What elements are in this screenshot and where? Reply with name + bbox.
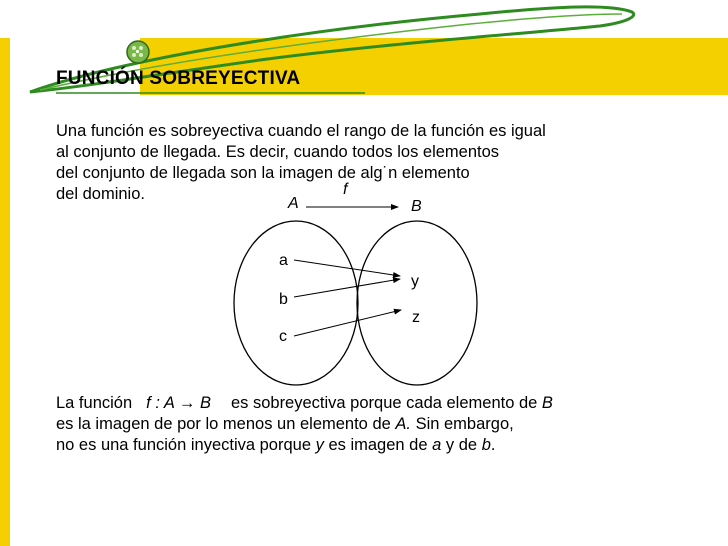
function-label: f	[343, 181, 348, 198]
explanation-text-segment: La función	[56, 394, 133, 412]
definition-line-4: del dominio.	[56, 185, 145, 203]
explanation-text-segment: no es una función inyectiva porque	[56, 436, 312, 454]
definition-line-1: Una función es sobreyectiva cuando el rango de la función es igual	[56, 122, 546, 140]
explanation-line-3	[56, 435, 553, 456]
slide-title: FUNCIÓN SOBREYECTIVA	[56, 68, 301, 89]
variable-y: y	[315, 436, 324, 454]
explanation-text	[56, 393, 553, 456]
definition-line-2: al conjunto de llegada. Es decir, cuando todos los elementos	[56, 143, 500, 161]
explanation-text-segment: Sin embargo,	[415, 415, 514, 433]
mapping-arrow-c-z	[294, 310, 401, 336]
element-a: a	[279, 252, 288, 269]
set-a-ellipse	[234, 221, 358, 385]
explanation-line-1	[56, 393, 553, 414]
domain-label: A	[288, 195, 299, 212]
variable-b-lower: b	[481, 436, 491, 454]
variable-a-lower: a	[432, 436, 442, 454]
explanation-text-segment: y de	[445, 436, 478, 454]
element-c: c	[279, 328, 287, 345]
mapping-arrow-a-y	[294, 260, 400, 276]
element-z: z	[412, 309, 420, 326]
explanation-text-segment: es la imagen de por lo menos un elemento de	[56, 415, 391, 433]
explanation-line-2	[56, 414, 553, 435]
mapping-arrow-b-y	[294, 279, 400, 297]
codomain-label: B	[411, 198, 422, 215]
element-y: y	[411, 273, 419, 290]
variable-b: B	[541, 394, 553, 412]
explanation-text-segment: .	[490, 436, 496, 454]
explanation-text-segment: es imagen de	[328, 436, 428, 454]
definition-line-3: del conjunto de llegada son la imagen de alg˙n elemento	[56, 164, 470, 182]
set-b-ellipse	[357, 221, 477, 385]
element-b: b	[279, 291, 288, 308]
function-formula: f : A → B	[146, 394, 211, 412]
variable-a: A.	[395, 415, 411, 433]
explanation-text-segment: es sobreyectiva porque cada elemento de	[230, 394, 538, 412]
